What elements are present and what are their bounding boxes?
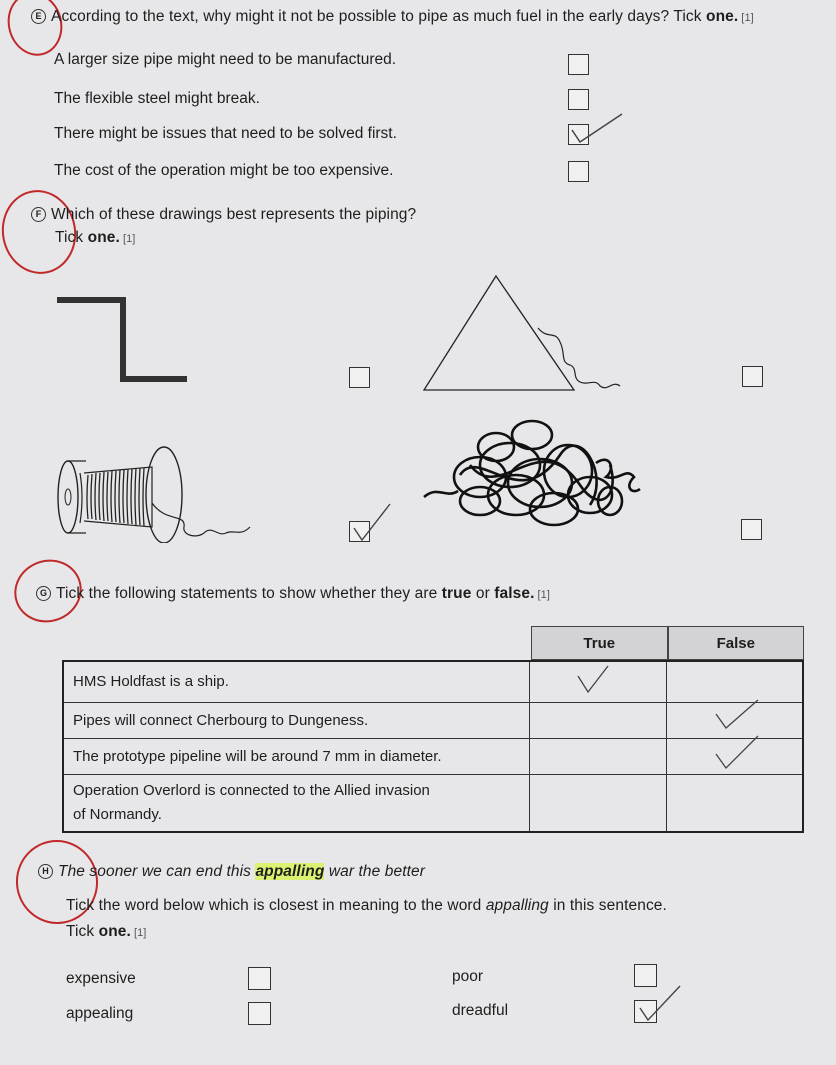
- qe-option-1: A larger size pipe might need to be manufactured.: [54, 51, 397, 68]
- tick-instruction: Tick: [66, 923, 95, 940]
- table-row: [63, 661, 803, 702]
- question-h-instruction: [66, 897, 667, 915]
- qh-option-appealing: appealing: [66, 1005, 134, 1022]
- false-word: false.: [494, 585, 535, 602]
- qe-checkbox-2[interactable]: [568, 89, 589, 110]
- header-false: False: [668, 626, 805, 660]
- highlighted-word: appalling: [255, 863, 325, 880]
- question-f: [31, 206, 416, 224]
- quote-text: war the better: [328, 863, 425, 880]
- table-header: [531, 626, 804, 660]
- qe-checkbox-4[interactable]: [568, 161, 589, 182]
- quote-text: The sooner we can end this: [58, 863, 252, 880]
- handwritten-tick-icon: [712, 696, 762, 732]
- handwritten-tick-icon: [712, 732, 762, 772]
- qh-checkbox-appealing[interactable]: [248, 1002, 271, 1025]
- qh-checkbox-expensive[interactable]: [248, 967, 271, 990]
- question-text: Tick the following statements to show whether they are: [56, 585, 438, 602]
- instruction-text: Tick the word below which is closest in meaning to the word: [66, 897, 482, 914]
- question-emphasis: one.: [98, 923, 131, 940]
- question-h-line3: [66, 923, 146, 941]
- instruction-word: appalling: [485, 897, 549, 914]
- true-false-table: [62, 660, 804, 833]
- handwritten-tick-icon: [566, 108, 626, 148]
- mark-allocation: [1]: [122, 233, 136, 245]
- true-cell[interactable]: [530, 702, 667, 738]
- qh-option-expensive: expensive: [66, 970, 136, 987]
- qe-checkbox-1[interactable]: [568, 54, 589, 75]
- handwritten-tick-icon: [574, 662, 614, 696]
- statement-cell: HMS Holdfast is a ship.: [63, 661, 530, 702]
- qh-option-dreadful: dreadful: [452, 1002, 509, 1019]
- question-h-quote: [38, 863, 425, 881]
- qf-checkbox-4[interactable]: [741, 519, 762, 540]
- true-cell[interactable]: [530, 774, 667, 832]
- mark-allocation: [1]: [741, 12, 754, 24]
- qe-option-3: There might be issues that need to be solved first.: [54, 125, 397, 142]
- mark-allocation: [1]: [537, 589, 551, 601]
- true-cell[interactable]: [530, 738, 667, 774]
- statement-line: Operation Overlord is connected to the Allied invasion: [73, 781, 430, 799]
- question-emphasis: one.: [87, 229, 120, 246]
- cable-reel-icon: [56, 443, 256, 543]
- qe-option-4: The cost of the operation might be too expensive.: [54, 162, 394, 179]
- question-e: [31, 8, 831, 26]
- qe-option-2: The flexible steel might break.: [54, 90, 260, 107]
- tick-instruction: Tick: [55, 229, 84, 246]
- question-g: [36, 585, 550, 603]
- question-letter: H: [38, 864, 53, 879]
- handwritten-tick-icon: [636, 982, 684, 1024]
- question-text: According to the text, why might it not be possible to pipe as much fuel in the early days? Tick: [51, 8, 702, 25]
- table-row: [63, 702, 803, 738]
- question-emphasis: one.: [706, 8, 739, 25]
- true-word: true: [441, 585, 472, 602]
- qh-option-poor: poor: [452, 968, 484, 985]
- tangled-scribble-icon: [420, 405, 660, 535]
- question-letter: F: [31, 207, 46, 222]
- statement-cell: [63, 774, 530, 832]
- handwritten-tick-icon: [350, 500, 395, 545]
- instruction-text: in this sentence.: [553, 897, 667, 914]
- false-cell[interactable]: [666, 774, 803, 832]
- or-word: or: [475, 585, 490, 602]
- statement-cell: The prototype pipeline will be around 7 mm in diameter.: [63, 738, 530, 774]
- triangle-with-tail-icon: [420, 270, 630, 395]
- question-letter: G: [36, 586, 51, 601]
- statement-cell: Pipes will connect Cherbourg to Dungeness.: [63, 702, 530, 738]
- red-pen-circle: [9, 834, 104, 931]
- question-letter: E: [31, 9, 46, 24]
- table-row: [63, 774, 803, 832]
- mark-allocation: [1]: [133, 927, 147, 939]
- statement-line: of Normandy.: [73, 805, 162, 823]
- question-text: Which of these drawings best represents the piping?: [51, 206, 417, 223]
- qf-checkbox-2[interactable]: [742, 366, 763, 387]
- table-row: [63, 738, 803, 774]
- header-true: True: [531, 626, 668, 660]
- qf-checkbox-1[interactable]: [349, 367, 370, 388]
- question-f-line2: [55, 229, 135, 247]
- bent-pipe-icon: [55, 296, 195, 388]
